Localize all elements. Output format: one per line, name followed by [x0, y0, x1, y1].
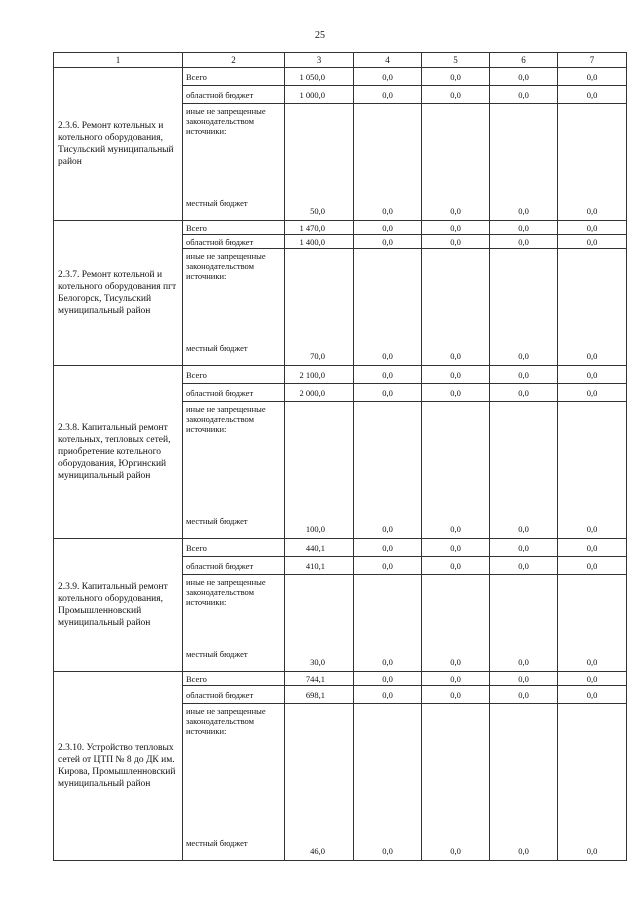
column-header: 7 [558, 53, 627, 68]
source-regional-label: областной бюджет [183, 686, 285, 704]
value-cell: 70,0 [285, 249, 354, 366]
value-cell: 0,0 [558, 68, 627, 86]
value-cell: 1 470,0 [285, 221, 354, 235]
value-cell: 0,0 [558, 235, 627, 249]
column-header: 4 [354, 53, 422, 68]
value-cell: 0,0 [354, 557, 422, 575]
source-local-label: местный бюджет [186, 838, 248, 848]
value-cell: 0,0 [354, 104, 422, 221]
value-cell: 0,0 [422, 235, 490, 249]
source-local-label: местный бюджет [186, 198, 248, 208]
source-local-label: местный бюджет [186, 516, 248, 526]
table-row [54, 366, 627, 384]
value-cell: 440,1 [285, 539, 354, 557]
value-cell: 0,0 [422, 704, 490, 861]
value-cell: 0,0 [354, 539, 422, 557]
value-cell: 0,0 [490, 402, 558, 539]
header-row [54, 53, 627, 68]
source-other-label: иные не запрещенные законодательством источники: [186, 706, 266, 736]
source-total-label: Всего [183, 68, 285, 86]
source-local-label: местный бюджет [186, 343, 248, 353]
source-cell [183, 402, 285, 539]
value-cell: 0,0 [354, 68, 422, 86]
value-cell: 0,0 [422, 402, 490, 539]
value-cell: 0,0 [354, 221, 422, 235]
value-cell: 0,0 [422, 575, 490, 672]
value-cell: 0,0 [422, 86, 490, 104]
table-row [54, 68, 627, 86]
source-regional-label: областной бюджет [183, 235, 285, 249]
value-cell: 0,0 [354, 686, 422, 704]
measure-name: 2.3.7. Ремонт котельной и котельного оборудования пгт Белогорск, Тисульский муниципальный район [54, 221, 183, 366]
value-cell: 0,0 [354, 249, 422, 366]
value-cell: 0,0 [490, 557, 558, 575]
value-cell: 0,0 [354, 384, 422, 402]
value-cell: 0,0 [558, 557, 627, 575]
value-cell: 744,1 [285, 672, 354, 686]
value-cell: 0,0 [490, 384, 558, 402]
value-cell: 0,0 [422, 104, 490, 221]
value-cell: 2 000,0 [285, 384, 354, 402]
value-cell: 0,0 [490, 221, 558, 235]
source-regional-label: областной бюджет [183, 86, 285, 104]
value-cell: 410,1 [285, 557, 354, 575]
value-cell: 0,0 [490, 672, 558, 686]
column-header: 3 [285, 53, 354, 68]
column-header: 1 [54, 53, 183, 68]
value-cell: 0,0 [422, 366, 490, 384]
value-cell: 0,0 [490, 235, 558, 249]
source-cell [183, 104, 285, 221]
value-cell: 0,0 [354, 235, 422, 249]
source-total-label: Всего [183, 539, 285, 557]
value-cell: 0,0 [558, 575, 627, 672]
value-cell: 0,0 [558, 402, 627, 539]
value-cell: 0,0 [558, 104, 627, 221]
value-cell: 0,0 [558, 704, 627, 861]
value-cell: 100,0 [285, 402, 354, 539]
value-cell: 0,0 [422, 539, 490, 557]
value-cell: 0,0 [558, 686, 627, 704]
measure-name: 2.3.6. Ремонт котельных и котельного оборудования, Тисульский муниципальный район [54, 68, 183, 221]
source-other-label: иные не запрещенные законодательством источники: [186, 106, 266, 136]
value-cell: 50,0 [285, 104, 354, 221]
value-cell: 0,0 [354, 575, 422, 672]
value-cell: 0,0 [422, 384, 490, 402]
column-header: 2 [183, 53, 285, 68]
value-cell: 0,0 [558, 539, 627, 557]
source-other-label: иные не запрещенные законодательством источники: [186, 404, 266, 434]
measure-name: 2.3.10. Устройство тепловых сетей от ЦТП № 8 до ДК им. Кирова, Промышленновский муниципальный район [54, 672, 183, 861]
value-cell: 46,0 [285, 704, 354, 861]
value-cell: 0,0 [422, 686, 490, 704]
value-cell: 0,0 [490, 366, 558, 384]
value-cell: 1 400,0 [285, 235, 354, 249]
value-cell: 1 050,0 [285, 68, 354, 86]
measure-name: 2.3.9. Капитальный ремонт котельного оборудования, Промышленновский муниципальный район [54, 539, 183, 672]
source-cell [183, 704, 285, 861]
value-cell: 0,0 [558, 672, 627, 686]
source-regional-label: областной бюджет [183, 384, 285, 402]
table-row [54, 672, 627, 686]
value-cell: 0,0 [558, 86, 627, 104]
column-header: 6 [490, 53, 558, 68]
value-cell: 0,0 [558, 384, 627, 402]
value-cell: 1 000,0 [285, 86, 354, 104]
measure-name: 2.3.8. Капитальный ремонт котельных, тепловых сетей, приобретение котельного оборудования, Юргинский муниципальный район [54, 366, 183, 539]
value-cell: 0,0 [490, 249, 558, 366]
source-total-label: Всего [183, 366, 285, 384]
value-cell: 0,0 [490, 575, 558, 672]
value-cell: 0,0 [354, 366, 422, 384]
source-other-label: иные не запрещенные законодательством источники: [186, 251, 266, 281]
value-cell: 0,0 [422, 221, 490, 235]
value-cell: 0,0 [354, 402, 422, 539]
table-row [54, 221, 627, 235]
value-cell: 0,0 [354, 672, 422, 686]
source-local-label: местный бюджет [186, 649, 248, 659]
value-cell: 0,0 [490, 68, 558, 86]
source-total-label: Всего [183, 221, 285, 235]
table-row [54, 539, 627, 557]
value-cell: 0,0 [422, 672, 490, 686]
source-other-label: иные не запрещенные законодательством источники: [186, 577, 266, 607]
column-header: 5 [422, 53, 490, 68]
value-cell: 698,1 [285, 686, 354, 704]
source-regional-label: областной бюджет [183, 557, 285, 575]
source-total-label: Всего [183, 672, 285, 686]
budget-table [53, 52, 627, 861]
value-cell: 0,0 [490, 104, 558, 221]
value-cell: 0,0 [354, 704, 422, 861]
value-cell: 0,0 [422, 557, 490, 575]
value-cell: 0,0 [490, 539, 558, 557]
value-cell: 0,0 [354, 86, 422, 104]
source-cell [183, 249, 285, 366]
value-cell: 0,0 [490, 86, 558, 104]
value-cell: 0,0 [558, 221, 627, 235]
value-cell: 0,0 [558, 249, 627, 366]
value-cell: 0,0 [490, 686, 558, 704]
value-cell: 0,0 [490, 704, 558, 861]
value-cell: 0,0 [558, 366, 627, 384]
value-cell: 0,0 [422, 68, 490, 86]
value-cell: 0,0 [422, 249, 490, 366]
value-cell: 2 100,0 [285, 366, 354, 384]
source-cell [183, 575, 285, 672]
value-cell: 30,0 [285, 575, 354, 672]
page-number: 25 [315, 30, 325, 41]
